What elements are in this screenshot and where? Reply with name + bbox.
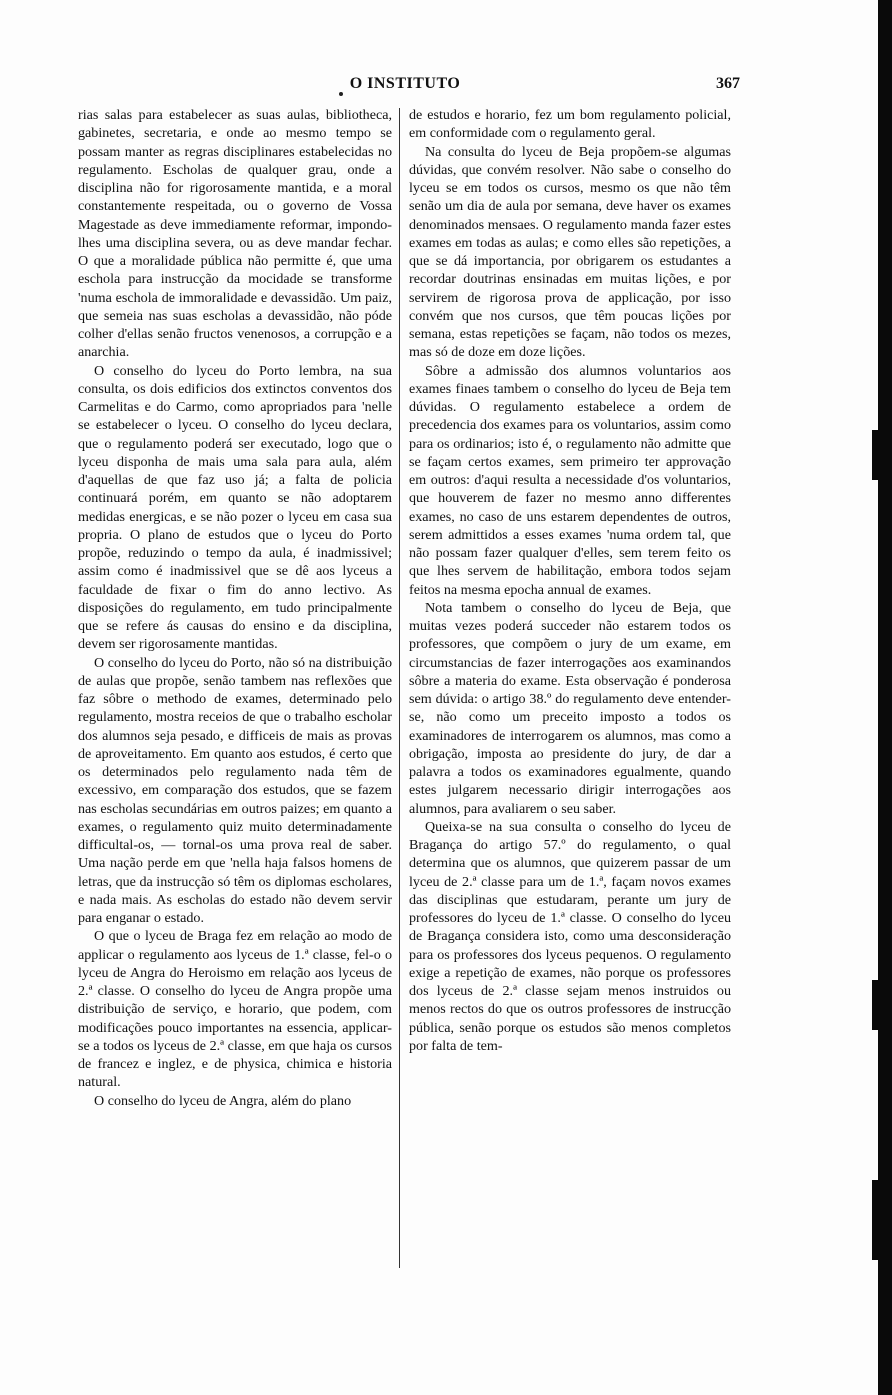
paragraph: Sôbre a admissão dos alumnos voluntarios aos exames finaes tambem o conselho do lyceu de Beja tem dúvidas. O regulamento estabelece a ordem de precedencia dos exames para os voluntarios, assim como para os ordinarios; isto é, o regulamento não admitte que se façam certos exames, sem primeiro ter approvação em outros: d'aqui resulta a necessidade d'os voluntarios, que houverem de fazer no mesmo anno differentes exames, no caso de uns estarem dependentes de outros, serem admittidos a esses exames 'numa ordem tal, que não possam fazer qualquer d'elles, sem terem feito os que lhes servem de habilitação, embora todos sejam feitos na mesma epocha annual de exames. <box>409 362 731 598</box>
ink-dot <box>339 92 343 96</box>
paragraph: rias salas para estabelecer as suas aulas, bibliotheca, gabinetes, secretaria, e onde ao mesmo tempo se possam manter as regras disciplinares estabelecidas no regulamento. Escholas de qualquer grau, onde a disciplina não for rigorosamente mantida, e a moral constantemente respeitada, ou o governo de Vossa Magestade as deve immediamente reformar, impondo-lhes uma disciplina severa, ou as deve mandar fechar. O que a moralidade pública não permitte é, que uma eschola para instrucção da mocidade se transforme 'numa eschola de immoralidade e devassidão. Um paiz, que semeia nas suas escholas a devassidão, não póde colher d'ellas senão fructos venenosos, a corrupção e a anarchia. <box>78 107 392 361</box>
running-title: O INSTITUTO <box>349 75 461 92</box>
column-divider <box>399 108 400 1268</box>
scan-edge <box>878 0 892 1395</box>
left-column <box>78 106 392 1110</box>
paragraph: Nota tambem o conselho do lyceu de Beja, que muitas vezes poderá succeder não estarem todos os professores, que compõem o jury de um exame, em circumstancias de fazer interrogações aos examinandos sôbre a materia do exame. Esta observação é ponderosa sem dúvida: o artigo 38.º do regulamento deve entender-se, não como um preceito imposto a todos os examinadores de interrogarem os alumnos, mas como a obrigação, imposta ao presidente do jury, de dar a palavra a todos os examinadores egualmente, quando estes julgarem necessario dirigir interrogações aos alumnos, para avaliarem o seu saber. <box>409 599 731 817</box>
paragraph: O conselho do lyceu do Porto, não só na distribuição de aulas que propõe, senão tambem nas reflexões que faz sôbre o methodo de exames, determinado pelo regulamento, mostra receios de que o trabalho escholar dos alumnos seja pesado, e difficeis de mais as provas de aproveitamento. Em quanto aos estudos, é certo que os determinados pelo regulamento nada têm de excessivo, em comparação dos estudos, que se fazem nas escholas secundárias em outros paizes; em quanto a exames, o regulamento quiz muito determinadamente difficultal-os, — tornal-os uma prova real de saber. Uma nação perde em que 'nella haja falsos homens de letras, que da instrucção só têm os diplomas escholares, e nada mais. As escholas do estado não devem servir para enganar o estado. <box>78 654 392 926</box>
page-number: 367 <box>716 75 740 92</box>
page-header <box>70 75 740 97</box>
right-column <box>409 106 731 1055</box>
paragraph: O conselho do lyceu de Angra, além do plano <box>94 1092 352 1109</box>
paragraph: O que o lyceu de Braga fez em relação ao modo de applicar o regulamento aos lyceus de 1.ª classe, fel-o o lyceu de Angra do Heroismo em relação aos lyceus de 2.ª classe. O conselho do lyceu de Angra propõe uma distribuição de serviço, e horario, que podem, com modificações pouco importantes na essencia, applicar-se a todos os lyceus de 2.ª classe, em que haja os cursos de francez e inglez, e de physica, chimica e historia natural. <box>78 928 392 1091</box>
paragraph: Queixa-se na sua consulta o conselho do lyceu de Bragança do artigo 57.º do regulamento, o qual determina que os alumnos, que quizerem passar de um lyceu de 2.ª classe para um de 1.ª, façam novos exames das disciplinas que estudaram, perante um jury de professores do lyceu de 1.ª classe. O conselho do lyceu de Bragança considera isto, como uma desconsideração para os professores dos lyceus pequenos. O regulamento exige a repetição de exames, não porque os professores dos lyceus de 2.ª classe sejam menos instruidos ou menos rectos do que os outros professores de instrucção pública, senão porque os estudos são menos completos por falta de tem- <box>409 818 731 1054</box>
paragraph: O conselho do lyceu do Porto lembra, na sua consulta, os dois edificios dos extinctos conventos dos Carmelitas e do Carmo, como apropriados para 'nelle se estabelecer o lyceu. O conselho do lyceu declara, que o regulamento poderá ser executado, logo que o lyceu disponha de mais uma sala para aula, além d'aquellas de que faz uso já; a falta de policia continuará porém, em quanto se não adoptarem medidas energicas, e se não pozer o lyceu em casa sua propria. O plano de estudos que o lyceu do Porto propõe, reduzindo o tempo da aula, é inadmissivel; assim como é inadmissivel que se dê aos lyceus a faculdade de fixar o fim do anno lectivo. As disposições do regulamento, em tudo principalmente que se refere ás causas do ensino e da disciplina, devem ser rigorosamente mantidas. <box>78 362 392 653</box>
paragraph: Na consulta do lyceu de Beja propõem-se algumas dúvidas, que convém resolver. Não sabe o conselho do lyceu se em todos os cursos, mesmo os que não têm senão um dia de aula por semana, deve haver os exames denominados mensaes. O regulamento manda fazer estes exames em todas as aulas; e como elles são repetições, a que se dá importancia, por obrigarem os estudantes a recordar doutrinas ensinadas em muitas lições, e por servirem de rigorosa prova de applicação, por isso convém que nos cursos, que têm poucas lições por semana, estas repetições se façam, não todos os mezes, mas só de doze em doze lições. <box>409 143 731 361</box>
paragraph: de estudos e horario, fez um bom regulamento policial, em conformidade com o regulamento geral. <box>409 107 731 142</box>
